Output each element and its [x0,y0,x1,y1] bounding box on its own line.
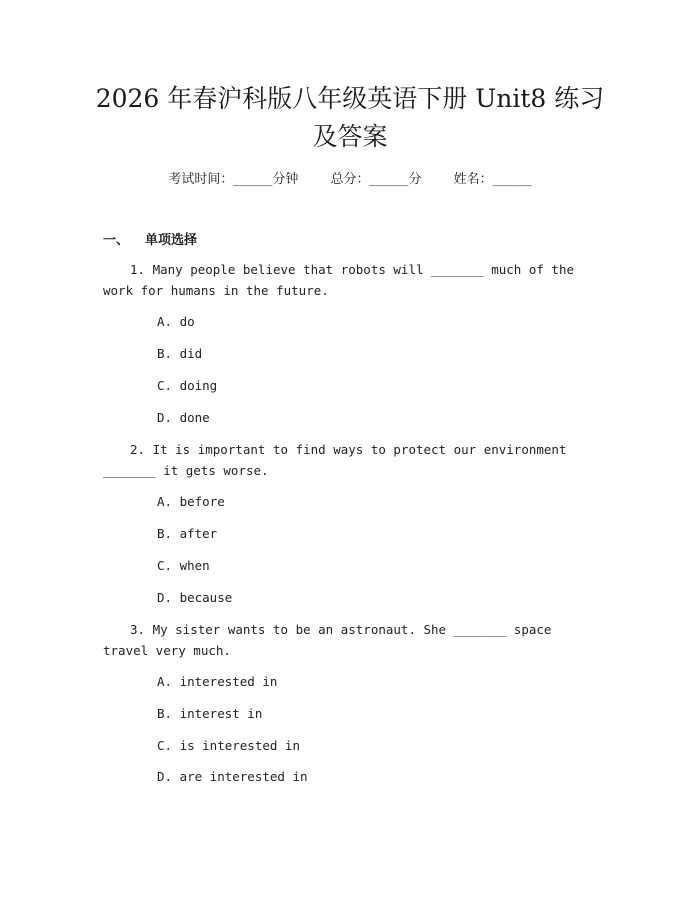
exam-info [0,168,700,187]
section-heading [103,229,197,248]
option-2b: B. after [157,526,218,541]
question-text: 3. My sister wants to be an astronaut. She _______ space travel very much. [103,622,552,658]
option-1c: C. doing [157,378,218,393]
option-1a: A. do [157,314,195,329]
question-text: 1. Many people believe that robots will _______ much of the work for humans in the future. [103,262,575,298]
page-title: 2026 年春沪科版八年级英语下册 Unit8 练习及答案 [95,84,605,151]
option-1d: D. done [157,410,210,425]
student-name: 姓名：______ [453,172,532,187]
section-number: 一、 [103,233,130,248]
section-name: 单项选择 [145,233,198,248]
option-2c: C. when [157,558,210,573]
total-score: 总分：______分 [330,172,422,187]
question-1 [103,259,593,301]
option-1b: B. did [157,346,203,361]
option-3b: B. interest in [157,706,263,721]
question-text: 2. It is important to find ways to protect our environment _______ it gets worse. [103,442,567,478]
question-3 [103,619,593,661]
option-3c: C. is interested in [157,738,300,753]
option-3a: A. interested in [157,674,278,689]
option-2a: A. before [157,494,225,509]
option-2d: D. because [157,590,233,605]
exam-time: 考试时间：______分钟 [168,172,299,187]
option-3d: D. are interested in [157,769,308,784]
question-2 [103,439,593,481]
